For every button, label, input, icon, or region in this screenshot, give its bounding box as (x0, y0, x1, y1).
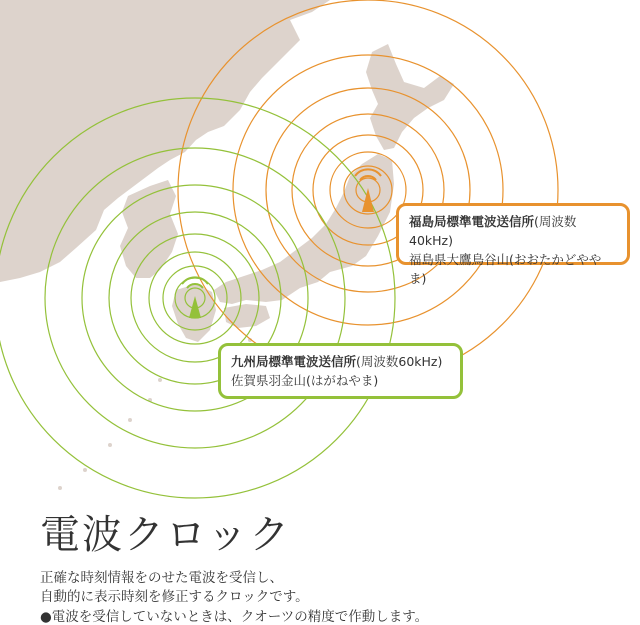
fukushima-station-label (396, 203, 630, 286)
station-frequency: (周波数40kHz) (409, 214, 577, 248)
station-location: 佐賀県羽金山(はがねやま) (231, 373, 379, 388)
description-line: 正確な時刻情報をのせた電波を受信し、 (40, 570, 283, 586)
station-location: 福島県大鷹鳥谷山(おおたかどややま) (409, 252, 602, 286)
station-name: 福島局標準電波送信所 (409, 214, 535, 229)
station-frequency: (周波数60kHz) (356, 354, 443, 369)
station-name: 九州局標準電波送信所 (231, 354, 357, 369)
description-note: ●電波を受信していないときは、クオーツの精度で作動します。 (40, 609, 429, 625)
kyushu-station-label (218, 343, 463, 399)
shikoku-shape (224, 304, 270, 328)
description-line: 自動的に表示時刻を修正するクロックです。 (40, 589, 309, 605)
page-title: 電波クロック (40, 512, 292, 558)
